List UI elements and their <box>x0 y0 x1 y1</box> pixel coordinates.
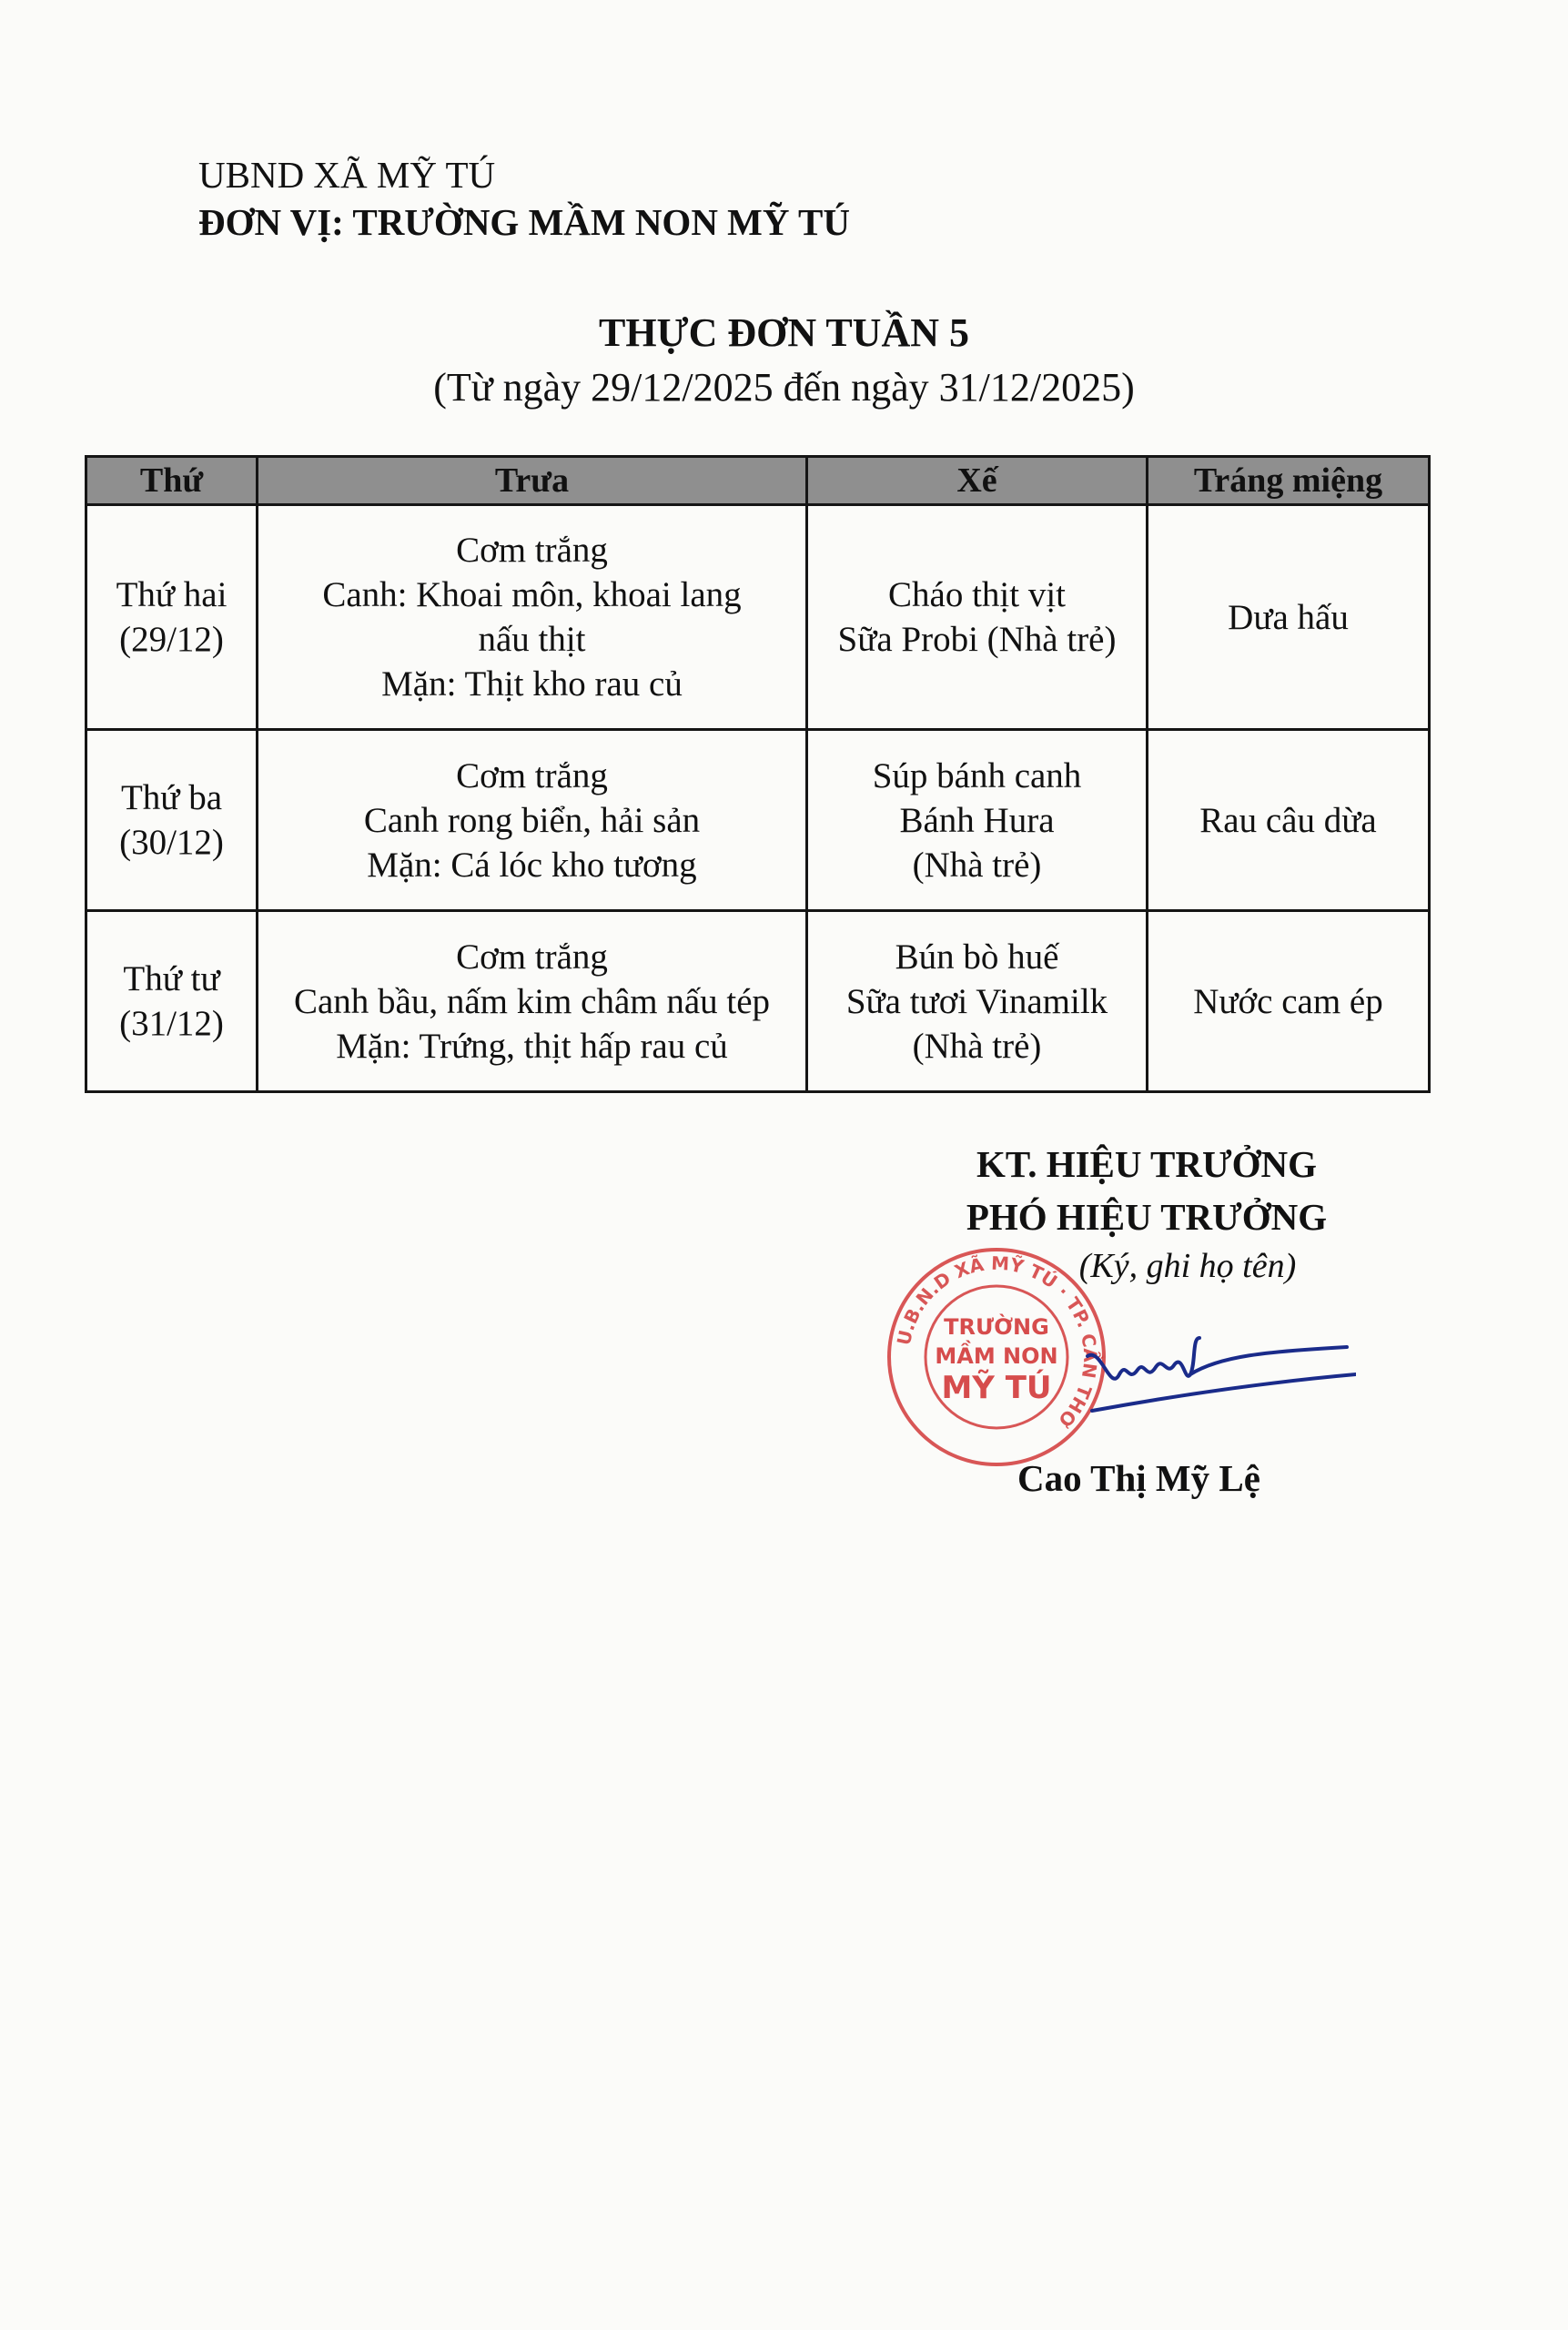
document-header <box>198 151 850 246</box>
snack-line: Bún bò huế <box>895 937 1059 977</box>
lunch-cell <box>258 911 807 1092</box>
day-cell <box>86 730 258 911</box>
snack-line: Sữa Probi (Nhà trẻ) <box>837 620 1117 659</box>
day-date: (29/12) <box>119 620 224 659</box>
lunch-line: Mặn: Trứng, thịt hấp rau củ <box>336 1026 728 1066</box>
snack-line: Cháo thịt vịt <box>888 575 1066 614</box>
col-header-snack: Xế <box>807 457 1148 505</box>
snack-line: (Nhà trẻ) <box>912 1026 1042 1066</box>
menu-table <box>85 455 1431 1093</box>
day-cell <box>86 505 258 730</box>
date-range: (Từ ngày 29/12/2025 đến ngày 31/12/2025) <box>433 365 1135 410</box>
unit-name: ĐƠN VỊ: TRƯỜNG MẦM NON MỸ TÚ <box>198 201 850 243</box>
dessert-cell: Rau câu dừa <box>1148 730 1430 911</box>
lunch-line: Mặn: Cá lóc kho tương <box>367 845 697 885</box>
lunch-line: nấu thịt <box>478 620 586 659</box>
org-name: UBND XÃ MỸ TÚ <box>198 154 496 196</box>
lunch-line: Canh: Khoai môn, khoai lang <box>322 575 742 614</box>
snack-line: Súp bánh canh <box>872 755 1082 795</box>
table-header-row <box>86 457 1430 505</box>
stamp-line-1: TRƯỜNG <box>944 1314 1049 1340</box>
signer-name: Cao Thị Mỹ Lệ <box>1017 1457 1260 1499</box>
lunch-line: Cơm trắng <box>456 531 608 570</box>
day-date: (31/12) <box>119 1004 224 1043</box>
snack-cell <box>807 730 1148 911</box>
day-name: Thứ hai <box>116 575 228 614</box>
snack-line: Sữa tươi Vinamilk <box>845 981 1108 1021</box>
handwritten-signature-icon <box>1083 1320 1356 1429</box>
snack-cell <box>807 911 1148 1092</box>
table-row <box>86 505 1430 730</box>
day-date: (30/12) <box>119 823 224 862</box>
stamp-line-3: MỸ TÚ <box>941 1370 1052 1406</box>
dessert-cell: Nước cam ép <box>1148 911 1430 1092</box>
col-header-lunch: Trưa <box>258 457 807 505</box>
lunch-cell <box>258 730 807 911</box>
signer-role-2: PHÓ HIỆU TRƯỞNG <box>966 1196 1328 1238</box>
title-block <box>0 308 1568 413</box>
snack-cell <box>807 505 1148 730</box>
sign-note: (Ký, ghi họ tên) <box>1078 1247 1297 1285</box>
school-stamp-icon <box>883 1243 1110 1471</box>
table-row <box>86 730 1430 911</box>
stamp-line-2: MẦM NON <box>935 1343 1058 1369</box>
lunch-line: Mặn: Thịt kho rau củ <box>381 664 683 704</box>
stamp-ring-text: U.B.N.D XÃ MỸ TÚ · TP. CẦN THƠ <box>892 1251 1102 1433</box>
day-cell <box>86 911 258 1092</box>
dessert-cell: Dưa hấu <box>1148 505 1430 730</box>
lunch-cell <box>258 505 807 730</box>
lunch-line: Canh rong biển, hải sản <box>363 800 701 840</box>
day-name: Thứ tư <box>123 959 220 998</box>
page-title: THỰC ĐƠN TUẦN 5 <box>598 310 970 355</box>
signer-role-1: KT. HIỆU TRƯỞNG <box>976 1143 1317 1185</box>
lunch-line: Canh bầu, nấm kim châm nấu tép <box>293 981 771 1021</box>
day-name: Thứ ba <box>120 778 223 817</box>
snack-line: Bánh Hura <box>899 800 1055 840</box>
col-header-day: Thứ <box>86 457 258 505</box>
table-row <box>86 911 1430 1092</box>
lunch-line: Cơm trắng <box>456 937 608 977</box>
lunch-line: Cơm trắng <box>456 755 608 795</box>
col-header-dessert: Tráng miệng <box>1148 457 1430 505</box>
snack-line: (Nhà trẻ) <box>912 845 1042 885</box>
